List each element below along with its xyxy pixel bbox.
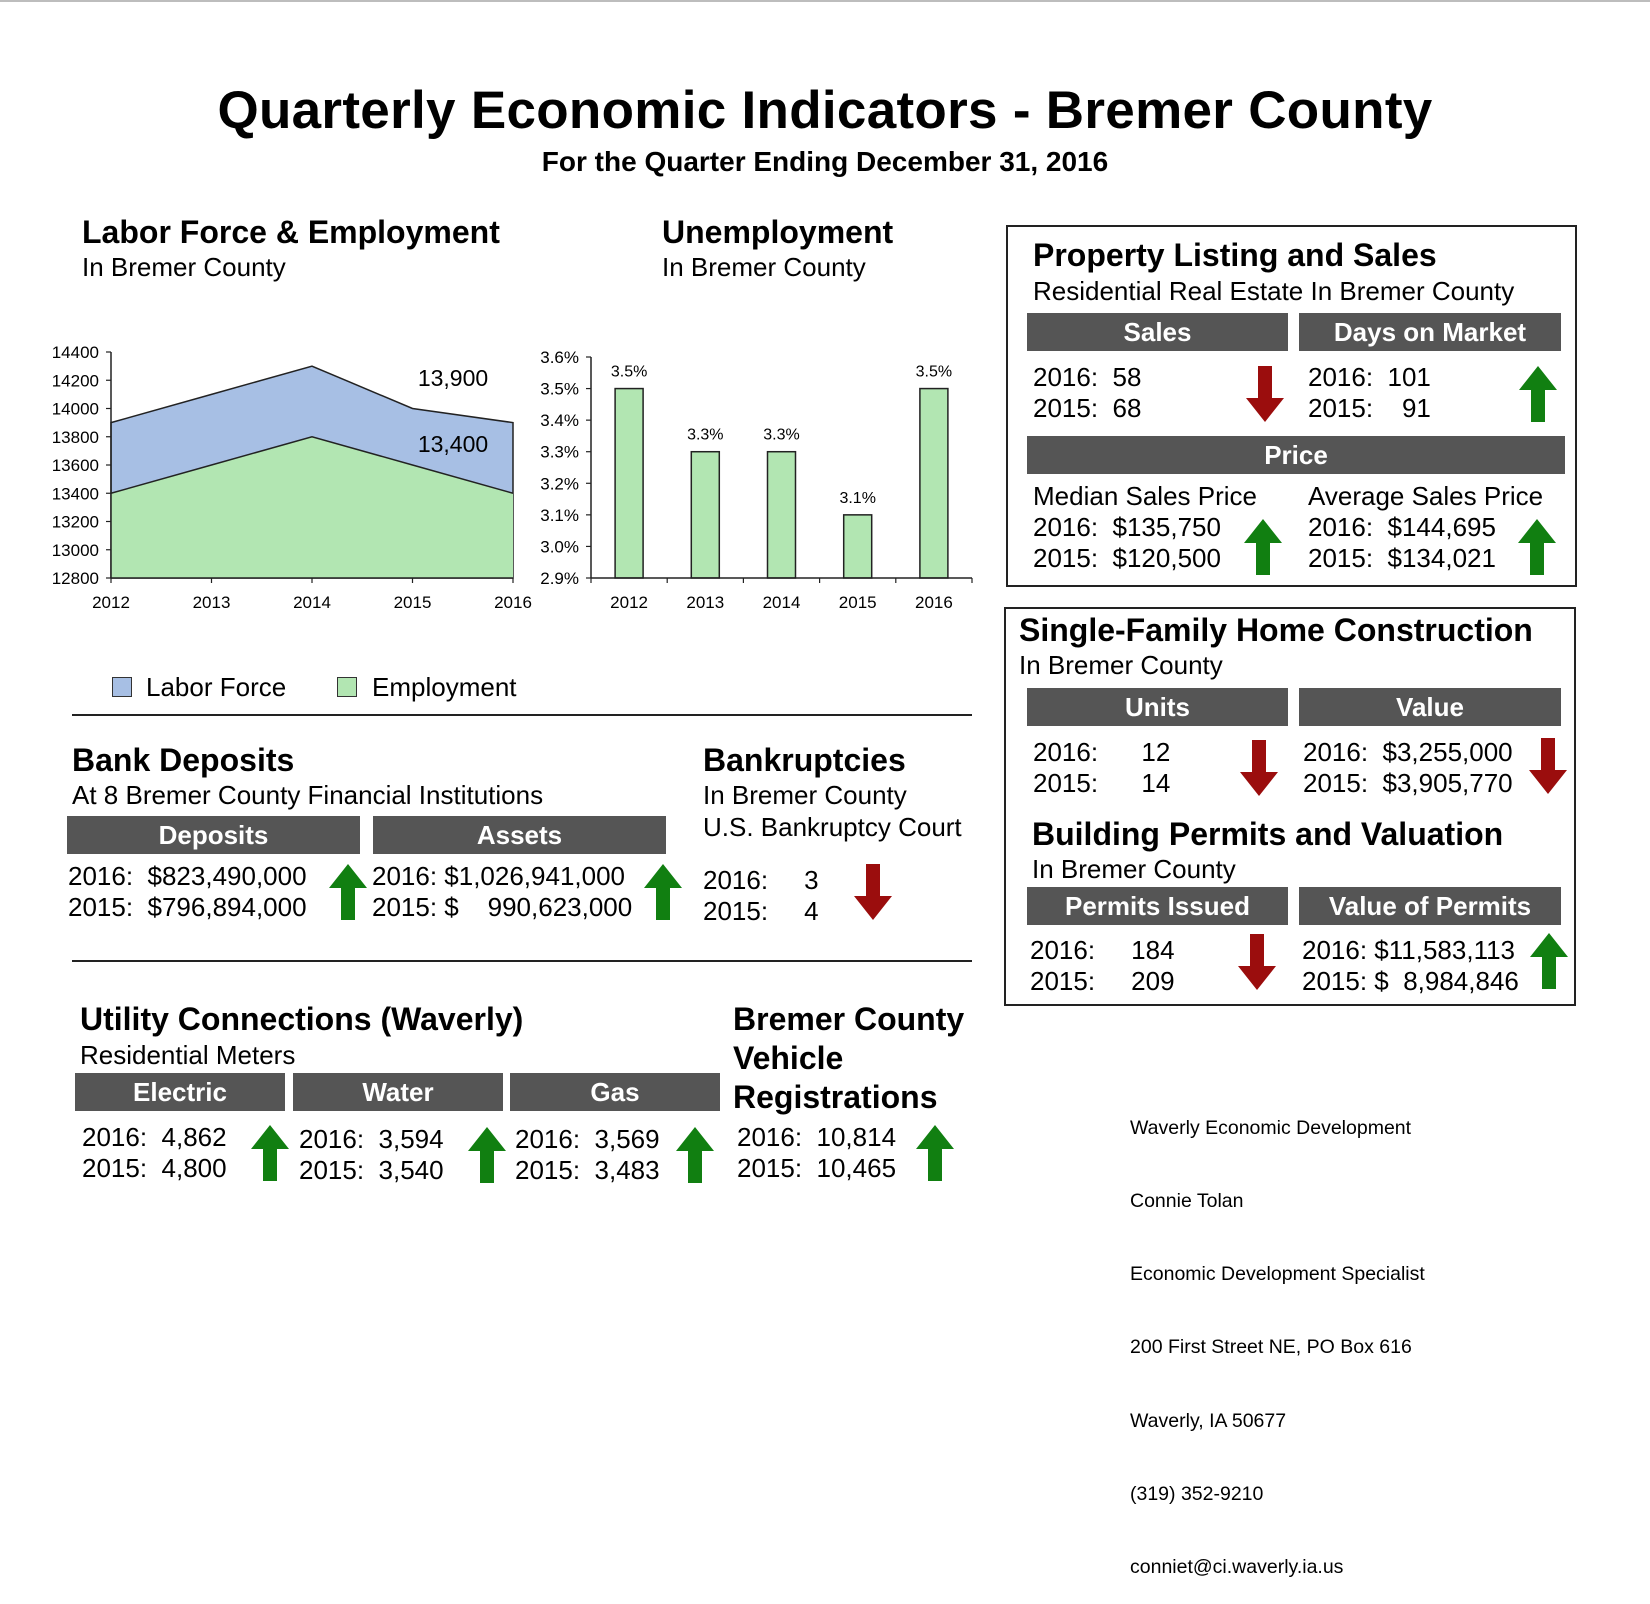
value-of-permits-header: Value of Permits (1299, 887, 1561, 925)
labor-force-chart (30, 340, 550, 620)
units-2016: 2016: 12 (1033, 737, 1171, 767)
down-arrow-shape (1238, 934, 1276, 990)
bar-2013 (691, 452, 719, 578)
y-tick-label: 3.6% (540, 348, 579, 367)
permits-value-2016: 2016: $11,583,113 (1302, 935, 1516, 965)
x-tick-label: 2012 (92, 593, 130, 612)
gas-2016: 2016: 3,569 (515, 1124, 660, 1154)
sales-down-arrow-icon (1246, 366, 1284, 427)
up-arrow-shape (1519, 366, 1557, 422)
permits-section-subtitle: In Bremer County (1032, 854, 1236, 884)
page-subtitle: For the Quarter Ending December 31, 2016 (541, 146, 1109, 177)
average-2015: 2015: $134,021 (1308, 543, 1496, 573)
contact-org: Waverly Economic Development (1130, 1116, 1412, 1139)
utility-section-subtitle: Residential Meters (80, 1040, 296, 1070)
bankruptcies-subtitle-court: U.S. Bankruptcy Court (703, 812, 962, 842)
gas-up-arrow-icon (676, 1127, 714, 1188)
bankruptcies-down-arrow-icon (854, 864, 892, 925)
construction-value-down-arrow-icon (1529, 738, 1567, 799)
utility-section-title: Utility Connections (Waverly) (80, 1001, 524, 1037)
up-arrow-shape (1244, 519, 1282, 575)
permits-issued-2015: 2015: 209 (1030, 966, 1175, 996)
electric-2016: 2016: 4,862 (82, 1122, 227, 1152)
construction-value-2015: 2015: $3,905,770 (1303, 768, 1513, 798)
contact-phone: (319) 352-9210 (1130, 1482, 1264, 1505)
legend-label-employment: Employment (372, 672, 517, 702)
y-tick-label: 14000 (51, 399, 99, 419)
vehicle-2016: 2016: 10,814 (737, 1122, 897, 1152)
water-2016: 2016: 3,594 (299, 1124, 444, 1154)
bar-value-label: 3.5% (915, 363, 953, 381)
up-arrow-shape (329, 864, 367, 920)
y-tick-label: 3.3% (540, 442, 579, 462)
bar-2015 (844, 515, 872, 578)
assets-header: Assets (373, 816, 666, 854)
y-tick-label: 2.9% (540, 569, 579, 588)
down-arrow-shape (854, 864, 892, 920)
sales-2015: 2015: 68 (1033, 393, 1142, 423)
deposits-header: Deposits (67, 816, 360, 854)
bank-section-title: Bank Deposits (72, 742, 295, 778)
electric-up-arrow-icon (251, 1125, 289, 1186)
contact-info (1130, 1067, 1425, 1604)
labor-section-title: Labor Force & Employment (82, 214, 500, 250)
median-up-arrow-icon (1244, 519, 1282, 580)
unemployment-section-title: Unemployment (662, 214, 894, 250)
units-header: Units (1027, 688, 1288, 726)
bar-2016 (920, 389, 948, 578)
x-tick-label: 2016 (494, 593, 532, 612)
dom-2015: 2015: 91 (1308, 393, 1431, 423)
page-title: Quarterly Economic Indicators - Bremer County (217, 81, 1433, 140)
gas-2015: 2015: 3,483 (515, 1155, 660, 1185)
assets-2016: 2016: $1,026,941,000 (372, 861, 626, 891)
y-tick-label: 13800 (51, 427, 99, 447)
y-tick-label: 3.0% (540, 537, 579, 557)
price-header: Price (1027, 436, 1565, 474)
contact-email[interactable]: conniet@ci.waverly.ia.us (1130, 1556, 1344, 1579)
water-up-arrow-icon (468, 1127, 506, 1188)
labor-section-subtitle: In Bremer County (82, 252, 286, 282)
sales-header: Sales (1027, 313, 1288, 351)
x-tick-label: 2014 (762, 593, 801, 612)
electric-2015: 2015: 4,800 (82, 1153, 227, 1183)
x-tick-label: 2016 (914, 593, 953, 612)
bankruptcies-section-title: Bankruptcies (703, 742, 906, 778)
down-arrow-shape (1529, 738, 1567, 794)
value-header: Value (1299, 688, 1561, 726)
bar-value-label: 3.1% (839, 489, 876, 507)
y-tick-label: 13600 (51, 456, 99, 475)
unemployment-section-subtitle: In Bremer County (662, 252, 866, 282)
y-tick-label: 13400 (51, 484, 99, 504)
up-arrow-shape (1530, 933, 1568, 989)
property-section-title: Property Listing and Sales (1033, 237, 1437, 273)
unemployment-chart (515, 340, 985, 620)
x-tick-label: 2012 (610, 593, 649, 612)
bar-2012 (615, 389, 643, 578)
vehicle-title-line3: Registrations (733, 1079, 938, 1115)
legend-swatch-labor-force (112, 677, 132, 697)
x-tick-label: 2013 (686, 593, 725, 612)
electric-header: Electric (75, 1073, 285, 1111)
contact-address: 200 First Street NE, PO Box 616 (1130, 1336, 1412, 1359)
legend-swatch-employment (337, 677, 357, 697)
y-tick-label: 12800 (51, 569, 99, 588)
bankruptcies-2016: 2016: 3 (703, 865, 819, 895)
sales-2016: 2016: 58 (1033, 362, 1142, 392)
permits-issued-header: Permits Issued (1027, 887, 1288, 925)
days-on-market-header: Days on Market (1299, 313, 1561, 351)
y-tick-label: 14400 (51, 343, 99, 362)
units-2015: 2015: 14 (1033, 768, 1171, 798)
permits-issued-2016: 2016: 184 (1030, 935, 1175, 965)
bankruptcies-2015: 2015: 4 (703, 896, 819, 926)
vehicle-up-arrow-icon (916, 1125, 954, 1186)
bar-2014 (768, 452, 796, 578)
down-arrow-shape (1240, 740, 1278, 796)
up-arrow-shape (676, 1127, 714, 1183)
construction-section-subtitle: In Bremer County (1019, 650, 1223, 680)
contact-city: Waverly, IA 50677 (1130, 1409, 1287, 1432)
permits-value-up-arrow-icon (1530, 933, 1568, 994)
bar-value-label: 3.5% (610, 363, 648, 381)
vehicle-2015: 2015: 10,465 (737, 1153, 897, 1183)
top-border (0, 0, 1650, 2)
bar-value-label: 3.3% (763, 426, 800, 444)
dom-up-arrow-icon (1519, 366, 1557, 427)
bankruptcies-subtitle-county: In Bremer County (703, 780, 907, 810)
median-label: Median Sales Price (1033, 481, 1257, 511)
down-arrow-shape (1246, 366, 1284, 422)
up-arrow-shape (251, 1125, 289, 1181)
average-2016: 2016: $144,695 (1308, 512, 1496, 542)
y-tick-label: 3.1% (540, 505, 579, 525)
construction-section-title: Single-Family Home Construction (1019, 612, 1533, 648)
y-tick-label: 3.5% (540, 379, 579, 399)
gas-header: Gas (510, 1073, 720, 1111)
vehicle-section-title (733, 1000, 964, 1117)
x-tick-label: 2015 (393, 593, 432, 612)
up-arrow-shape (1518, 519, 1556, 575)
assets-2015: 2015: $ 990,623,000 (372, 892, 633, 922)
up-arrow-shape (468, 1127, 506, 1183)
assets-up-arrow-icon (644, 864, 682, 925)
y-tick-label: 13200 (51, 512, 99, 532)
x-tick-label: 2015 (838, 593, 877, 612)
legend-label-labor-force: Labor Force (146, 672, 287, 702)
y-tick-label: 3.4% (540, 411, 579, 431)
y-tick-label: 14200 (51, 371, 99, 391)
bank-section-subtitle: At 8 Bremer County Financial Institutions (72, 780, 544, 810)
vehicle-title-line2: Vehicle (733, 1040, 844, 1076)
x-tick-label: 2014 (293, 593, 331, 612)
permits-value-2015: 2015: $ 8,984,846 (1302, 966, 1519, 996)
deposits-up-arrow-icon (329, 864, 367, 925)
property-section-subtitle: Residential Real Estate In Bremer County (1033, 276, 1515, 306)
up-arrow-shape (916, 1125, 954, 1181)
permits-section-title: Building Permits and Valuation (1032, 816, 1504, 852)
up-arrow-shape (644, 864, 682, 920)
y-tick-label: 13000 (51, 540, 99, 560)
x-tick-label: 2013 (192, 593, 231, 612)
y-tick-label: 3.2% (540, 474, 579, 494)
dom-2016: 2016: 101 (1308, 362, 1431, 392)
employment-label: 13,400 (417, 431, 489, 457)
water-2015: 2015: 3,540 (299, 1155, 444, 1185)
construction-value-2016: 2016: $3,255,000 (1303, 737, 1513, 767)
units-down-arrow-icon (1240, 740, 1278, 801)
divider (72, 714, 972, 716)
water-header: Water (293, 1073, 503, 1111)
divider (72, 960, 972, 962)
average-label: Average Sales Price (1308, 481, 1544, 511)
average-up-arrow-icon (1518, 519, 1556, 580)
bar-value-label: 3.3% (687, 426, 724, 444)
contact-role: Economic Development Specialist (1130, 1263, 1425, 1286)
deposits-2016: 2016: $823,490,000 (68, 861, 307, 891)
contact-name: Connie Tolan (1130, 1190, 1244, 1213)
labor-force-label: 13,900 (417, 365, 489, 391)
median-2016: 2016: $135,750 (1033, 512, 1221, 542)
permits-issued-down-arrow-icon (1238, 934, 1276, 995)
deposits-2015: 2015: $796,894,000 (68, 892, 307, 922)
median-2015: 2015: $120,500 (1033, 543, 1221, 573)
vehicle-title-line1: Bremer County (733, 1001, 965, 1037)
